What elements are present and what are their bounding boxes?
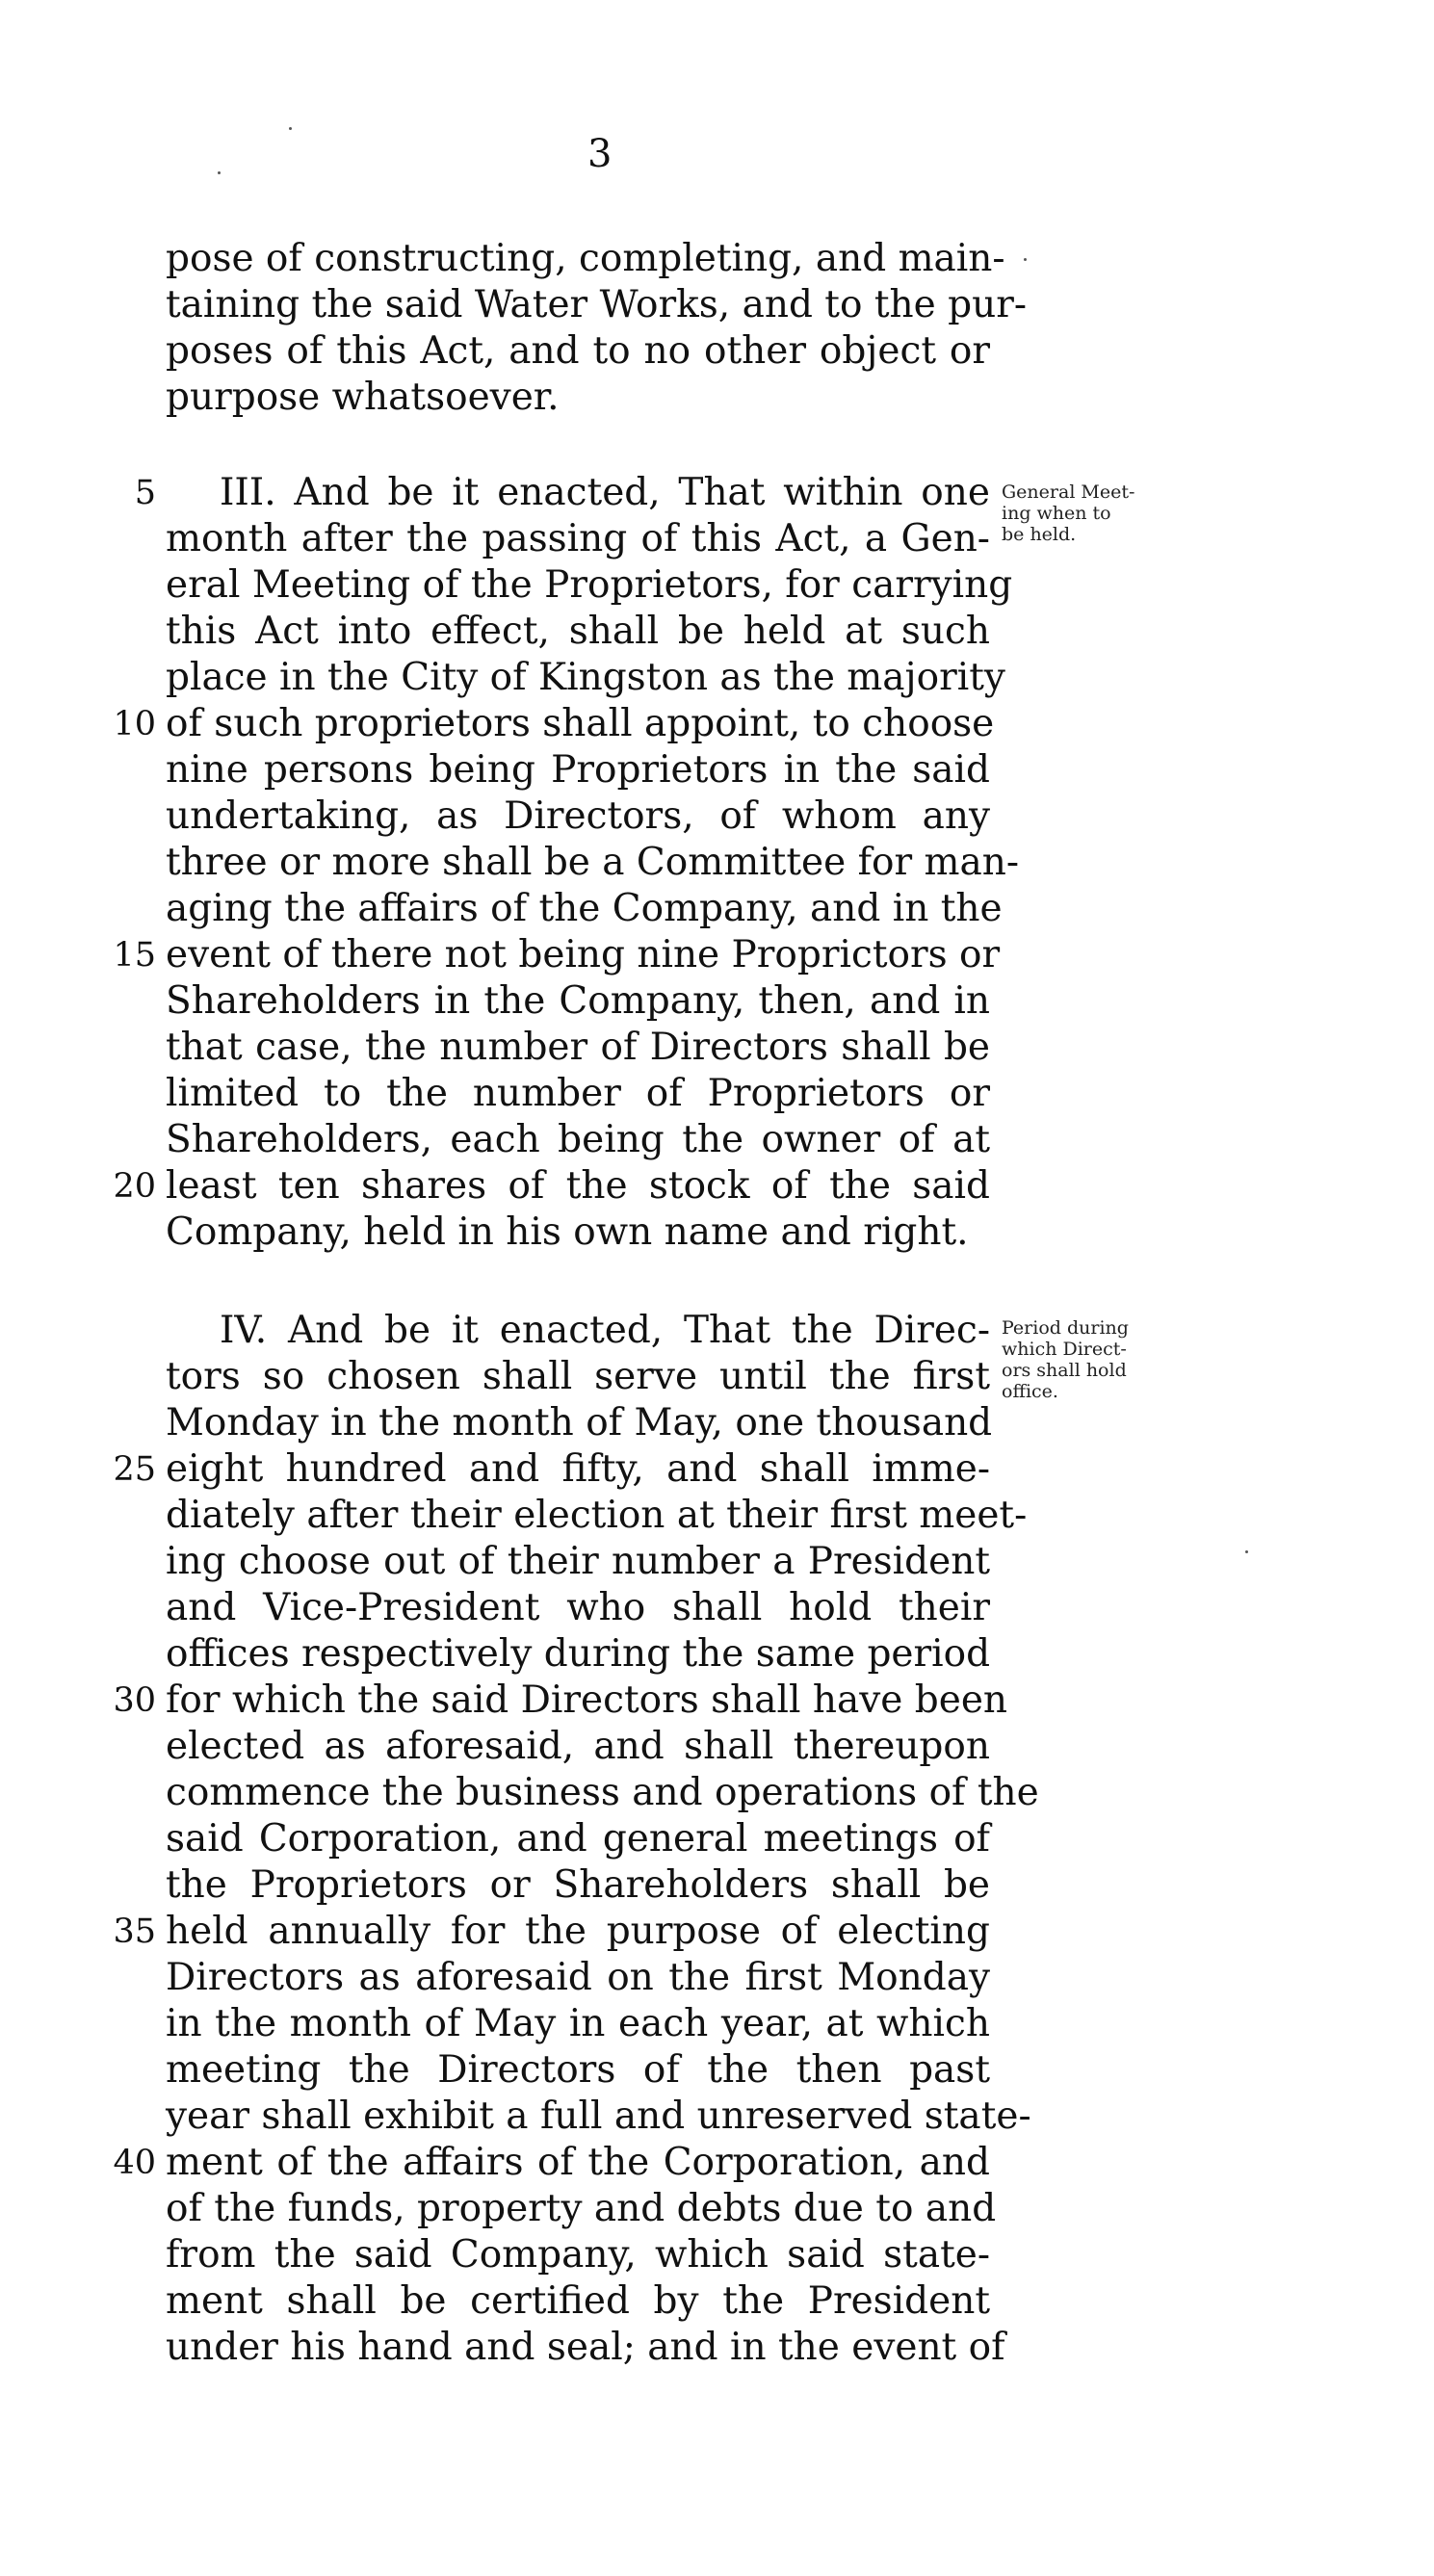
text-line: the Proprietors or Shareholders shall be	[166, 1863, 990, 1907]
text-line: from the said Company, which said state-	[166, 2233, 990, 2277]
line-number: 35	[113, 1912, 156, 1951]
text-line: in the month of May in each year, at which	[166, 2002, 990, 2045]
margin-note-period-office	[1002, 1317, 1165, 1402]
margin-note-general-meeting	[1002, 481, 1165, 545]
text-line: of the funds, property and debts due to and	[166, 2187, 997, 2230]
text-line: III. And be it enacted, That within one	[220, 471, 990, 514]
text-line: for which the said Directors shall have been	[166, 1678, 1008, 1722]
text-line: undertaking, as Directors, of whom any	[166, 794, 990, 838]
text-line: ment of the affairs of the Corporation, and	[166, 2141, 990, 2184]
text-line: diately after their election at their first meet-	[166, 1494, 1028, 1537]
text-line: of such proprietors shall appoint, to choose	[166, 702, 995, 745]
margin-note-line: General Meet-	[1002, 481, 1135, 503]
text-line: eral Meeting of the Proprietors, for carrying	[166, 563, 1013, 607]
text-line: Directors as aforesaid on the first Monday	[166, 1956, 990, 1999]
print-speck	[289, 127, 292, 130]
text-line: tors so chosen shall serve until the first	[166, 1355, 990, 1398]
text-line: held annually for the purpose of electing	[166, 1910, 990, 1953]
print-speck	[1024, 258, 1027, 261]
text-line: event of there not being nine Proprictors or	[166, 933, 1001, 976]
print-speck	[218, 171, 221, 174]
text-line: under his hand and seal; and in the event of	[166, 2326, 1005, 2369]
text-line: IV. And be it enacted, That the Direc-	[220, 1309, 990, 1352]
text-line: limited to the number of Proprietors or	[166, 1072, 990, 1115]
line-number: 30	[113, 1681, 156, 1720]
text-line: ing choose out of their number a President	[166, 1540, 990, 1583]
text-line: three or more shall be a Committee for man-	[166, 841, 1020, 884]
margin-note-line: Period during	[1002, 1317, 1129, 1339]
line-number: 25	[113, 1450, 156, 1489]
text-line: that case, the number of Directors shall be	[166, 1026, 990, 1069]
margin-note-line: which Direct-	[1002, 1339, 1127, 1360]
line-number: 20	[113, 1167, 156, 1206]
page-number: 3	[587, 132, 613, 176]
text-line: eight hundred and fifty, and shall imme-	[166, 1447, 990, 1491]
line-number: 5	[134, 474, 156, 512]
text-line: month after the passing of this Act, a Gen-	[166, 517, 990, 560]
text-line: aging the affairs of the Company, and in the	[166, 887, 1003, 930]
line-number: 10	[113, 705, 156, 743]
text-line: nine persons being Proprietors in the said	[166, 748, 990, 792]
text-line: Company, held in his own name and right.	[166, 1210, 969, 1254]
text-line: Monday in the month of May, one thousand	[166, 1401, 993, 1444]
line-number: 15	[113, 936, 156, 975]
text-line: purpose whatsoever.	[166, 376, 560, 419]
text-line: commence the business and operations of the	[166, 1771, 1039, 1814]
text-line: ment shall be certified by the President	[166, 2279, 990, 2323]
text-line: poses of this Act, and to no other object or	[166, 329, 990, 373]
text-line: elected as aforesaid, and shall thereupon	[166, 1725, 990, 1768]
margin-note-line: office.	[1002, 1381, 1058, 1402]
text-line: meeting the Directors of the then past	[166, 2048, 990, 2092]
print-speck	[1245, 1550, 1248, 1553]
text-line: year shall exhibit a full and unreserved state-	[166, 2095, 1031, 2138]
margin-note-line: be held.	[1002, 524, 1077, 545]
text-line: taining the said Water Works, and to the pur-	[166, 283, 1028, 326]
line-number: 40	[113, 2144, 156, 2182]
text-line: Shareholders in the Company, then, and in	[166, 979, 990, 1023]
text-line: Shareholders, each being the owner of at	[166, 1118, 990, 1161]
text-line: this Act into effect, shall be held at such	[166, 610, 990, 653]
text-line: place in the City of Kingston as the majority	[166, 656, 1005, 699]
text-line: said Corporation, and general meetings of	[166, 1817, 990, 1860]
text-line: pose of constructing, completing, and main-	[166, 237, 1005, 280]
margin-note-line: ors shall hold	[1002, 1360, 1127, 1381]
text-line: offices respectively during the same period	[166, 1632, 991, 1676]
text-line: least ten shares of the stock of the said	[166, 1164, 990, 1208]
margin-note-line: ing when to	[1002, 503, 1111, 524]
text-line: and Vice-President who shall hold their	[166, 1586, 990, 1629]
